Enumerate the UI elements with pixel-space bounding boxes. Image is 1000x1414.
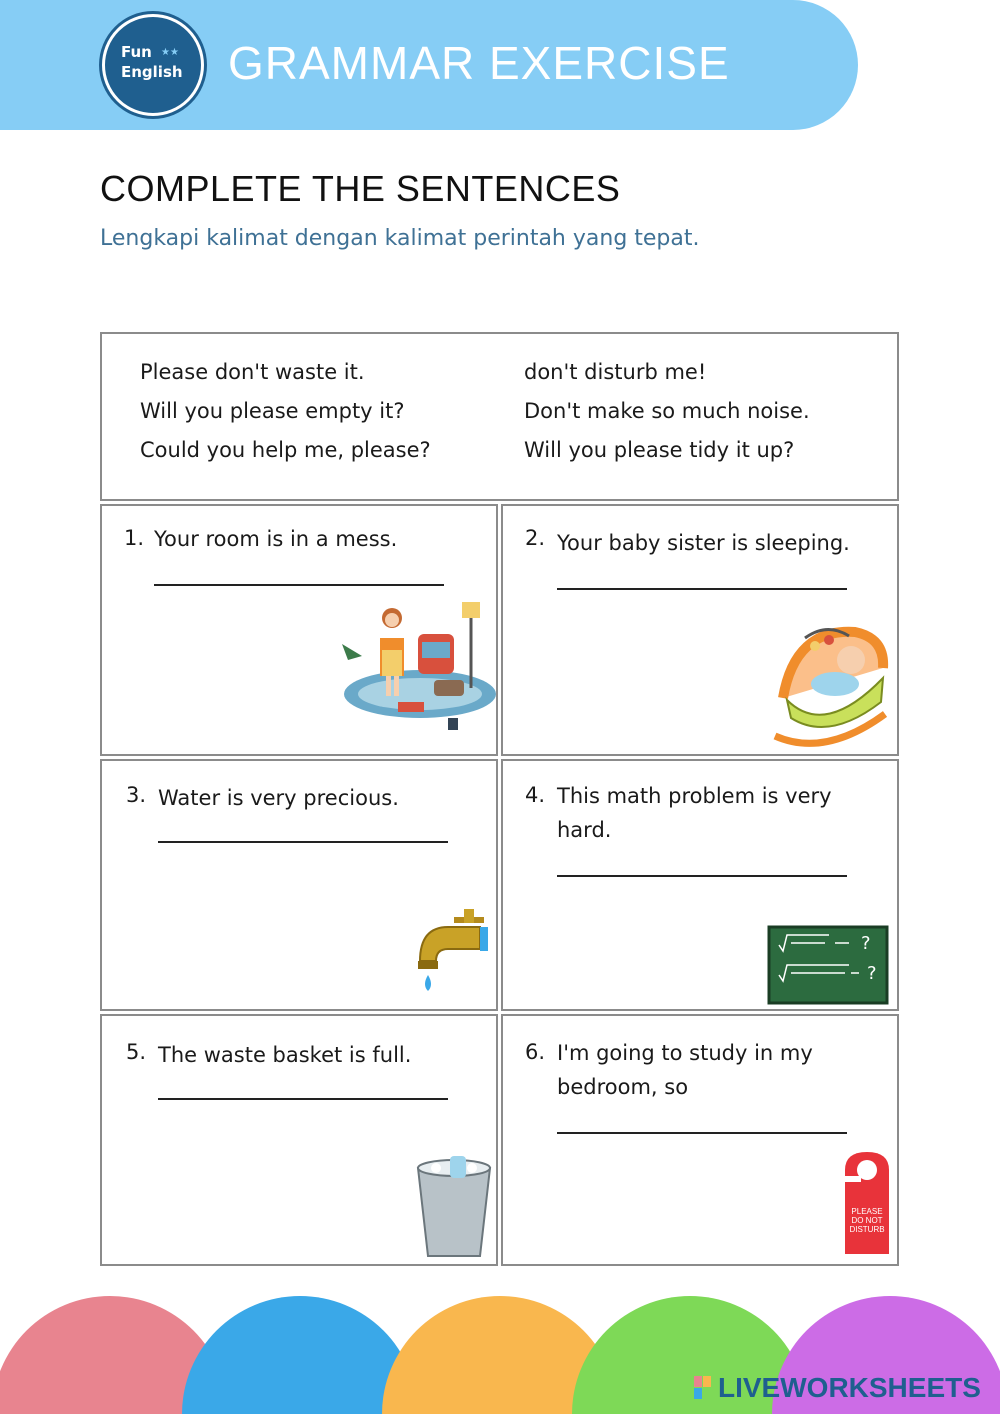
answer-line-2[interactable] xyxy=(557,588,847,590)
door-hanger-line: DISTURB xyxy=(849,1225,885,1234)
word-bank-option: Will you please empty it? xyxy=(140,399,405,423)
question-card-3 xyxy=(100,759,498,1011)
answer-line-5[interactable] xyxy=(158,1098,448,1100)
logo-line1: Fun xyxy=(121,43,152,61)
question-text: I'm going to study in my bedroom, so xyxy=(557,1041,813,1099)
word-bank-option: Don't make so much noise. xyxy=(524,399,810,423)
chalkboard-illustration xyxy=(769,927,889,1003)
question-number: 4. xyxy=(525,783,546,807)
sleeping-baby-illustration xyxy=(765,618,895,748)
question-card-6 xyxy=(501,1014,899,1266)
answer-line-1[interactable] xyxy=(154,584,444,586)
answer-line-4[interactable] xyxy=(557,875,847,877)
question-card-4 xyxy=(501,759,899,1011)
svg-text:?: ? xyxy=(867,963,877,984)
section-title: COMPLETE THE SENTENCES xyxy=(100,168,621,209)
water-tap-illustration xyxy=(414,905,494,1001)
liveworksheets-watermark[interactable]: LIVEWORKSHEETS xyxy=(718,1372,981,1403)
page-title: GRAMMAR EXERCISE xyxy=(228,37,730,89)
question-number: 1. xyxy=(124,526,145,550)
door-hanger-line: PLEASE xyxy=(851,1207,883,1216)
door-hanger-line: DO NOT xyxy=(851,1216,883,1225)
logo-stars-icon: ★★ xyxy=(161,47,179,58)
answer-line-6[interactable] xyxy=(557,1132,847,1134)
fun-english-logo xyxy=(102,14,204,116)
footer-circle-2 xyxy=(182,1296,418,1414)
question-card-5 xyxy=(100,1014,498,1266)
answer-line-3[interactable] xyxy=(158,841,448,843)
question-text: The waste basket is full. xyxy=(158,1043,412,1067)
question-number: 3. xyxy=(126,783,147,807)
svg-text:?: ? xyxy=(861,933,871,954)
word-bank-option: Could you help me, please? xyxy=(140,438,431,462)
liveworksheets-logo-icon xyxy=(694,1376,712,1400)
word-bank-option: Will you please tidy it up? xyxy=(524,438,795,462)
question-number: 6. xyxy=(525,1040,546,1064)
question-text: This math problem is very hard. xyxy=(557,784,832,842)
section-subtitle: Lengkapi kalimat dengan kalimat perintah yang tepat. xyxy=(100,226,700,251)
word-bank-option: Please don't waste it. xyxy=(140,360,365,384)
messy-room-illustration xyxy=(338,598,498,748)
word-bank-box xyxy=(100,332,899,501)
word-bank-option: don't disturb me! xyxy=(524,360,707,384)
question-number: 5. xyxy=(126,1040,147,1064)
door-hanger-illustration xyxy=(845,1152,891,1256)
question-number: 2. xyxy=(525,526,546,550)
waste-basket-illustration xyxy=(414,1156,494,1260)
question-card-1 xyxy=(100,504,498,756)
question-text: Your baby sister is sleeping. xyxy=(557,531,850,555)
logo-line2: English xyxy=(121,63,183,81)
question-text: Your room is in a mess. xyxy=(154,527,398,551)
question-text: Water is very precious. xyxy=(158,786,399,810)
question-card-2 xyxy=(501,504,899,756)
